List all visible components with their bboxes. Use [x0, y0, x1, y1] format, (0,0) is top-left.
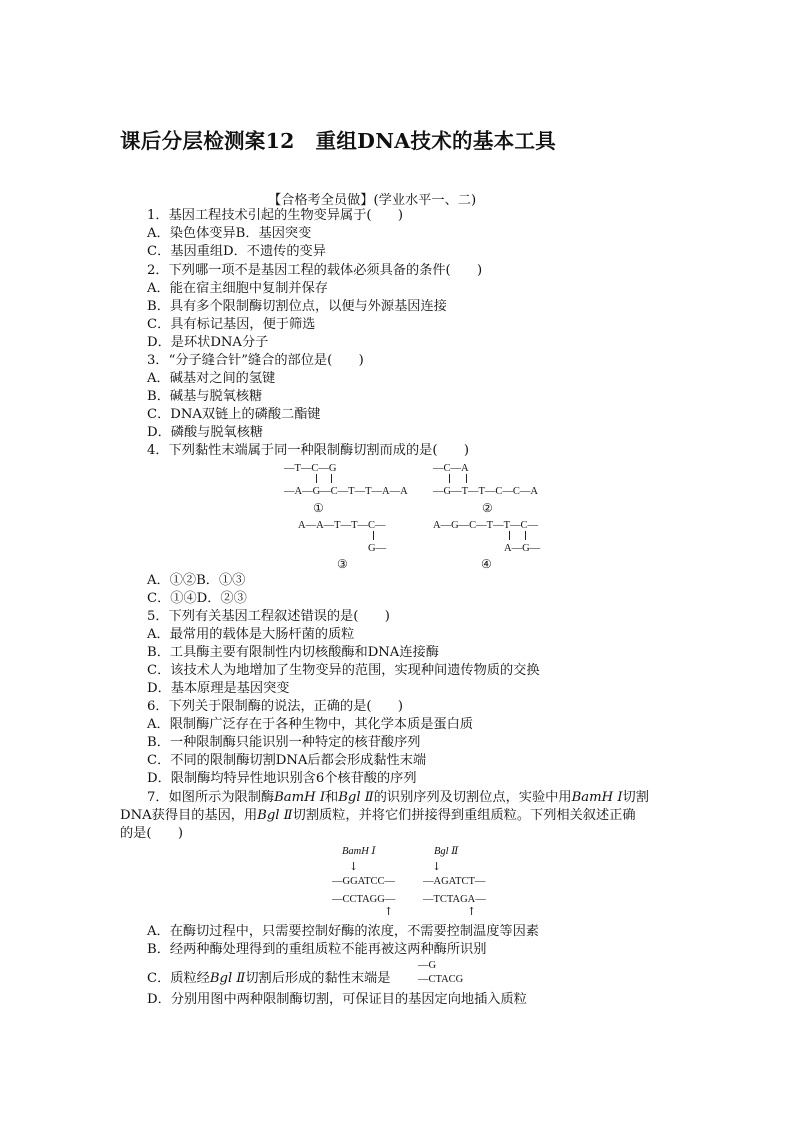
cut-arrow-down-icon: ↓ [432, 860, 442, 873]
end3-top-strand: A—A—T—T—C— [298, 520, 386, 531]
bglii-label: Bgl Ⅱ [434, 846, 459, 857]
sticky-end-bottom: —CTACG [418, 974, 464, 985]
end4-bottom-strand: A—G— [504, 543, 541, 554]
end3-label: ③ [337, 557, 348, 571]
q7-stem-line3: 的是( ) [120, 826, 184, 841]
end4-label: ④ [481, 557, 492, 571]
q7-stem-line2: DNA获得目的基因，用Bgl Ⅱ切割质粒，并将它们拼接得到重组质粒。下列相关叙述正确 [120, 808, 636, 823]
end1-bond [316, 474, 317, 483]
q6-stem: 6．下列关于限制酶的说法，正确的是( ) [147, 699, 404, 714]
q3-option-b: B．碱基与脱氧核糖 [147, 389, 263, 404]
enzyme-name: BamH Ⅰ [274, 790, 326, 805]
q7-stem-line1: 7．如图所示为限制酶BamH Ⅰ和Bgl Ⅱ的识别序列及切割位点，实验中用BamH Ⅰ切割 [147, 790, 649, 805]
bamhi-label: BamH Ⅰ [342, 846, 376, 857]
q2-stem: 2．下列哪一项不是基因工程的载体必须具备的条件( ) [147, 263, 483, 278]
end1-top-strand: —T—C—G [284, 463, 337, 474]
end1-bottom-strand: —A—G—C—T—T—A—A [284, 486, 408, 497]
q3-option-d: D．磷酸与脱氧核糖 [147, 425, 264, 440]
q7-option-a: A．在酶切过程中，只需要控制好酶的浓度，不需要控制温度等因素 [147, 924, 539, 939]
q7-option-c: C．质粒经Bgl Ⅱ切割后形成的黏性末端是 [147, 971, 391, 986]
cut-arrow-up-icon: ↑ [384, 905, 394, 918]
enzyme-name: Bgl Ⅱ [338, 790, 374, 805]
q2-option-b: B．具有多个限制酶切割位点，以便与外源基因连接 [147, 299, 447, 314]
q2-option-c: C．具有标记基因，便于筛选 [147, 317, 316, 332]
end2-bottom-strand: —G—T—T—C—C—A [433, 486, 538, 497]
q5-stem: 5．下列有关基因工程叙述错误的是( ) [147, 609, 390, 624]
q3-option-a: A．碱基对之间的氢键 [147, 371, 276, 386]
end1-label: ① [313, 501, 324, 515]
q6-option-d: D．限制酶均特异性地识别含6个核苷酸的序列 [147, 771, 417, 786]
q4-options-cd: C．①④D．②③ [147, 591, 247, 606]
end2-label: ② [482, 501, 493, 515]
cut-arrow-down-icon: ↓ [349, 860, 359, 873]
enzyme-name: Bgl Ⅱ [209, 971, 246, 986]
end2-bond [449, 474, 450, 483]
q5-option-c: C．该技术人为地增加了生物变异的范围，实现种间遗传物质的交换 [147, 663, 540, 678]
bamhi-bottom-strand: —CCTAGG— [332, 894, 396, 905]
q5-option-b: B．工具酶主要有限制性内切核酸酶和DNA连接酶 [147, 645, 439, 660]
q1-options-cd: C．基因重组D．不遗传的变异 [147, 244, 326, 259]
q5-option-d: D．基本原理是基因突变 [147, 681, 290, 696]
end4-top-strand: A—G—C—T—T—C— [433, 520, 538, 531]
q4-stem: 4．下列黏性末端属于同一种限制酶切割而成的是( ) [147, 443, 469, 458]
enzyme-name: BamH Ⅰ [571, 790, 623, 805]
end1-bond [331, 474, 332, 483]
bamhi-top-strand: —GGATCC— [332, 876, 396, 887]
q6-option-b: B．一种限制酶只能识别一种特定的核苷酸序列 [147, 735, 421, 750]
bglii-top-strand: —AGATCT— [423, 876, 486, 887]
q5-option-a: A．最常用的载体是大肠杆菌的质粒 [147, 627, 355, 642]
end3-bottom-strand: G— [368, 543, 387, 554]
section-heading: 【合格考全员做】(学业水平一、二) [268, 193, 477, 208]
end2-bond [466, 474, 467, 483]
q2-option-d: D．是环状DNA分子 [147, 335, 269, 350]
q1-stem: 1．基因工程技术引起的生物变异属于( ) [147, 208, 404, 223]
page-title: 课后分层检测案12 重组DNA技术的基本工具 [120, 129, 557, 153]
q2-option-a: A．能在宿主细胞中复制并保存 [147, 281, 328, 296]
enzyme-name: Bgl Ⅱ [257, 808, 293, 823]
end3-bond [373, 531, 374, 540]
end4-bond [509, 531, 510, 540]
bglii-bottom-strand: —TCTAGA— [423, 894, 486, 905]
end4-bond [525, 531, 526, 540]
q6-option-a: A．限制酶广泛存在于各种生物中，其化学本质是蛋白质 [147, 717, 474, 732]
q3-stem: 3．“分子缝合针”缝合的部位是( ) [147, 353, 364, 368]
q6-option-c: C．不同的限制酶切割DNA后都会形成黏性末端 [147, 753, 427, 768]
q7-option-b: B．经两种酶处理得到的重组质粒不能再被这两种酶所识别 [147, 942, 487, 957]
q3-option-c: C．DNA双链上的磷酸二酯键 [147, 407, 321, 422]
end2-top-strand: —C—A [433, 463, 469, 474]
q4-options-ab: A．①②B．①③ [147, 573, 246, 588]
q1-options-ab: A．染色体变异B．基因突变 [147, 226, 312, 241]
q7-option-d: D．分别用图中两种限制酶切割，可保证目的基因定向地插入质粒 [147, 992, 527, 1007]
cut-arrow-up-icon: ↑ [467, 905, 477, 918]
sticky-end-top: —G [418, 960, 437, 971]
